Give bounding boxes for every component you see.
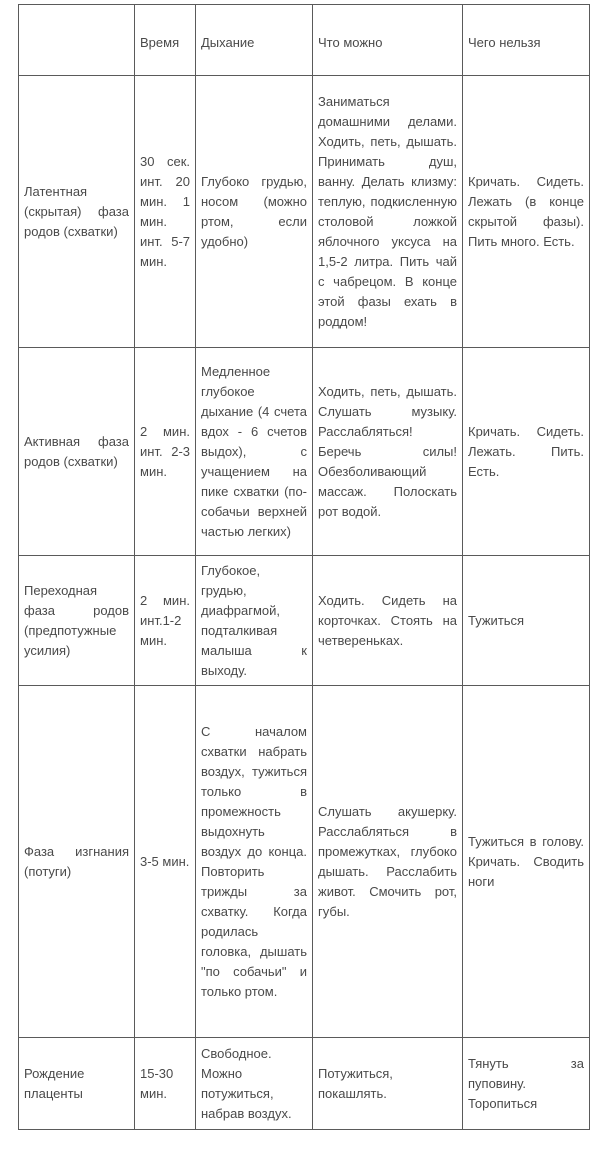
time-cell: 2 мин. инт. 2-3 мин. — [135, 348, 196, 556]
allowed-cell: Ходить, петь, дышать. Слушать музыку. Расслабляться! Беречь силы! Обезболивающий массаж. Полоскать рот водой. — [313, 348, 463, 556]
table-row — [19, 556, 590, 686]
childbirth-phases-table — [18, 4, 590, 1130]
breathing-cell: С началом схватки набрать воздух, тужиться только в промежность выдохнуть воздух до конца. Повторить трижды за схватку. Когда родилась головка, дышать "по собачьи" и только ртом. — [196, 686, 313, 1038]
forbidden-cell: Тянуть за пуповину. Торопиться — [463, 1038, 590, 1130]
header-time: Время — [135, 5, 196, 76]
forbidden-cell: Тужиться — [463, 556, 590, 686]
table-row — [19, 1038, 590, 1130]
header-breathing: Дыхание — [196, 5, 313, 76]
forbidden-cell: Кричать. Сидеть. Лежать. Пить. Есть. — [463, 348, 590, 556]
allowed-cell: Ходить. Сидеть на корточках. Стоять на четвереньках. — [313, 556, 463, 686]
table-row — [19, 348, 590, 556]
allowed-cell: Потужиться, покашлять. — [313, 1038, 463, 1130]
time-cell: 30 сек. инт. 20 мин. 1 мин. инт. 5-7 мин. — [135, 76, 196, 348]
forbidden-cell: Тужиться в голову. Кричать. Сводить ноги — [463, 686, 590, 1038]
time-cell: 15-30 мин. — [135, 1038, 196, 1130]
table-row — [19, 76, 590, 348]
allowed-cell: Заниматься домашними делами. Ходить, петь, дышать. Принимать душ, ванну. Делать клизму: теплую, подкисленную столовой ложкой яблочного уксуса на 1,5-2 литра. Пить чай с чабрецом. В конце этой фазы ехать в роддом! — [313, 76, 463, 348]
breathing-cell: Свободное. Можно потужиться, набрав воздух. — [196, 1038, 313, 1130]
header-allowed: Что можно — [313, 5, 463, 76]
phase-cell: Фаза изгнания (потуги) — [19, 686, 135, 1038]
header-row — [19, 5, 590, 76]
forbidden-cell: Кричать. Сидеть. Лежать (в конце скрытой фазы). Пить много. Есть. — [463, 76, 590, 348]
page — [18, 4, 590, 1130]
allowed-cell: Слушать акушерку. Расслабляться в промежутках, глубоко дышать. Расслабить живот. Смочить рот, губы. — [313, 686, 463, 1038]
breathing-cell: Глубоко грудью, носом (можно ртом, если удобно) — [196, 76, 313, 348]
breathing-cell: Медленное глубокое дыхание (4 счета вдох - 6 счетов выдох), с учащением на пике схватки (по-собачьи верхней частью легких) — [196, 348, 313, 556]
time-cell: 2 мин. инт.1-2 мин. — [135, 556, 196, 686]
phase-cell: Рождение плаценты — [19, 1038, 135, 1130]
table-row — [19, 686, 590, 1038]
header-phase — [19, 5, 135, 76]
header-forbidden: Чего нельзя — [463, 5, 590, 76]
time-cell: 3-5 мин. — [135, 686, 196, 1038]
phase-cell: Латентная (скрытая) фаза родов (схватки) — [19, 76, 135, 348]
breathing-cell: Глубокое, грудью, диафрагмой, подталкивая малыша к выходу. — [196, 556, 313, 686]
phase-cell: Переходная фаза родов (предпотужные усилия) — [19, 556, 135, 686]
phase-cell: Активная фаза родов (схватки) — [19, 348, 135, 556]
